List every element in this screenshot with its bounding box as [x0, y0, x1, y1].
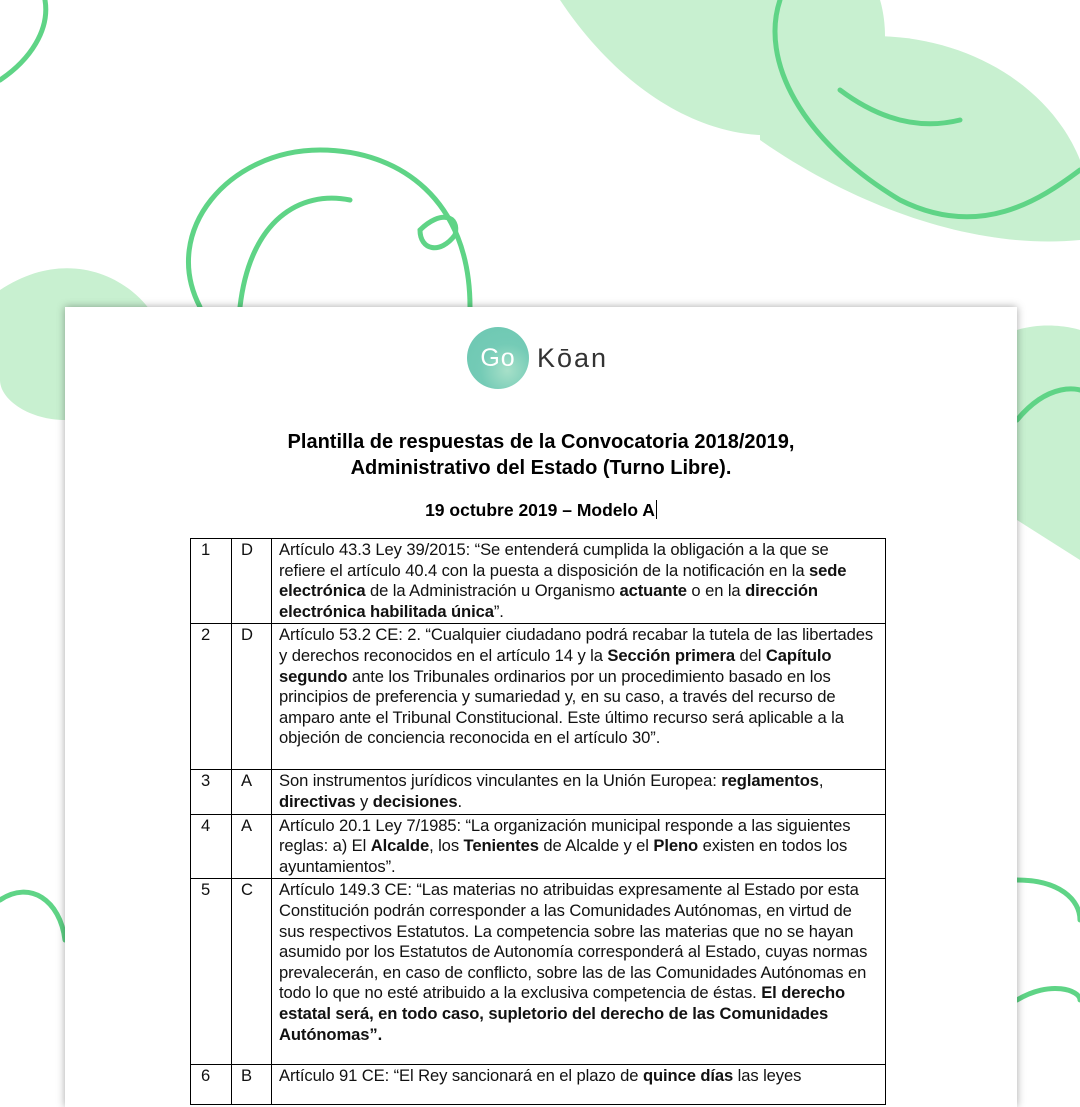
text-segment: o en la — [686, 581, 746, 601]
answer-explanation — [272, 624, 886, 770]
bold-text: Sección primera — [607, 645, 736, 665]
answer-letter: C — [232, 879, 272, 1065]
answers-table — [190, 538, 886, 1105]
document-subtitle — [65, 500, 1017, 521]
table-row — [191, 624, 886, 770]
table-row — [191, 539, 886, 624]
text-segment: Artículo 91 CE: “El Rey sancionará en el plazo de — [279, 1066, 643, 1086]
text-segment: Artículo 20.1 Ley 7/1985: “La organización municipal responde a las siguientes reglas: a) El — [279, 815, 851, 856]
table-row — [191, 879, 886, 1065]
subtitle-text: 19 octubre 2019 – Modelo A — [425, 500, 655, 520]
text-cursor — [656, 500, 657, 519]
text-segment: ”. — [493, 601, 504, 621]
text-segment: , — [818, 771, 824, 791]
text-segment: existen en todos los ayuntamientos”. — [279, 836, 848, 876]
bold-text: decisiones — [372, 791, 458, 811]
bold-text: Alcalde — [370, 836, 430, 856]
question-number: 6 — [191, 1065, 232, 1105]
text-segment: de la Administración u Organismo — [365, 581, 620, 601]
bold-text: dirección electrónica habilitada única — [279, 581, 818, 621]
answer-letter: D — [232, 539, 272, 624]
question-number: 3 — [191, 770, 232, 814]
bold-text: directivas — [279, 791, 356, 811]
bold-text: sede electrónica — [279, 560, 847, 601]
text-segment: , los — [429, 836, 464, 856]
text-segment: Artículo 53.2 CE: 2. “Cualquier ciudadano podrá recabar la tutela de las libertades y derechos reconocidos en el artículo 14 y la — [279, 625, 874, 665]
bold-text: reglamentos — [721, 771, 819, 791]
answer-explanation — [272, 1065, 886, 1105]
logo-wordmark: Kōan — [537, 342, 609, 373]
text-segment: y — [355, 791, 373, 811]
gokoan-logo — [467, 327, 608, 389]
question-number: 2 — [191, 624, 232, 770]
answer-explanation — [272, 539, 886, 624]
table-row — [191, 1065, 886, 1105]
title-line-2: Administrativo del Estado (Turno Libre). — [350, 457, 732, 479]
answer-explanation — [272, 770, 886, 814]
question-number: 1 — [191, 539, 232, 624]
text-segment: Artículo 43.3 Ley 39/2015: “Se entenderá cumplida la obligación a la que se refiere el artículo 40.4 con la puesta a disposición de la notificación en la — [279, 540, 829, 580]
answer-explanation — [272, 814, 886, 879]
text-segment: las leyes — [733, 1066, 802, 1086]
text-segment: del — [735, 645, 766, 665]
answer-letter: A — [232, 814, 272, 879]
text-segment: de Alcalde y el — [538, 836, 654, 856]
bold-text: El derecho estatal será, en todo caso, supletorio del derecho de las Comunidades Autónomas”. — [279, 983, 846, 1044]
table-row — [191, 770, 886, 814]
answer-letter: B — [232, 1065, 272, 1105]
title-line-1: Plantilla de respuestas de la Convocatoria 2018/2019, — [287, 431, 795, 453]
text-segment: Artículo 149.3 CE: “Las materias no atribuidas expresamente al Estado por esta Constitución podrán corresponder a las Comunidades Autónomas, en virtud de sus respectivos Estatutos. La competencia sobre las materias que no se hayan asumido por los Estatutos de Autonomía corresponderá al Estado, cuyas normas prevalecerán, en caso de conflicto, sobre las de las Comunidades Autónomas en todo lo que no esté atribuido a la exclusiva competencia de éstas. — [279, 880, 868, 1003]
question-number: 5 — [191, 879, 232, 1065]
bold-text: Pleno — [653, 836, 699, 856]
text-segment: Son instrumentos jurídicos vinculantes en la Unión Europea: — [279, 771, 722, 791]
text-segment: . — [457, 791, 462, 811]
answer-explanation — [272, 879, 886, 1065]
answer-letter: D — [232, 624, 272, 770]
bold-text: Tenientes — [463, 836, 539, 856]
bold-text: Capítulo segundo — [279, 645, 832, 686]
answer-letter: A — [232, 770, 272, 814]
document-page — [65, 307, 1017, 1107]
question-number: 4 — [191, 814, 232, 879]
document-title — [65, 429, 1017, 481]
table-row — [191, 814, 886, 879]
logo-mark: Go — [467, 327, 529, 389]
text-segment: ante los Tribunales ordinarios por un procedimiento basado en los principios de preferencia y sumariedad y, en su caso, a través del recurso de amparo ante el Tribunal Constitucional. Este último recurso será aplicable a la objeción de conciencia reconocida en el artículo 30”. — [279, 666, 844, 748]
bold-text: quince días — [642, 1066, 734, 1086]
bold-text: actuante — [619, 581, 687, 601]
